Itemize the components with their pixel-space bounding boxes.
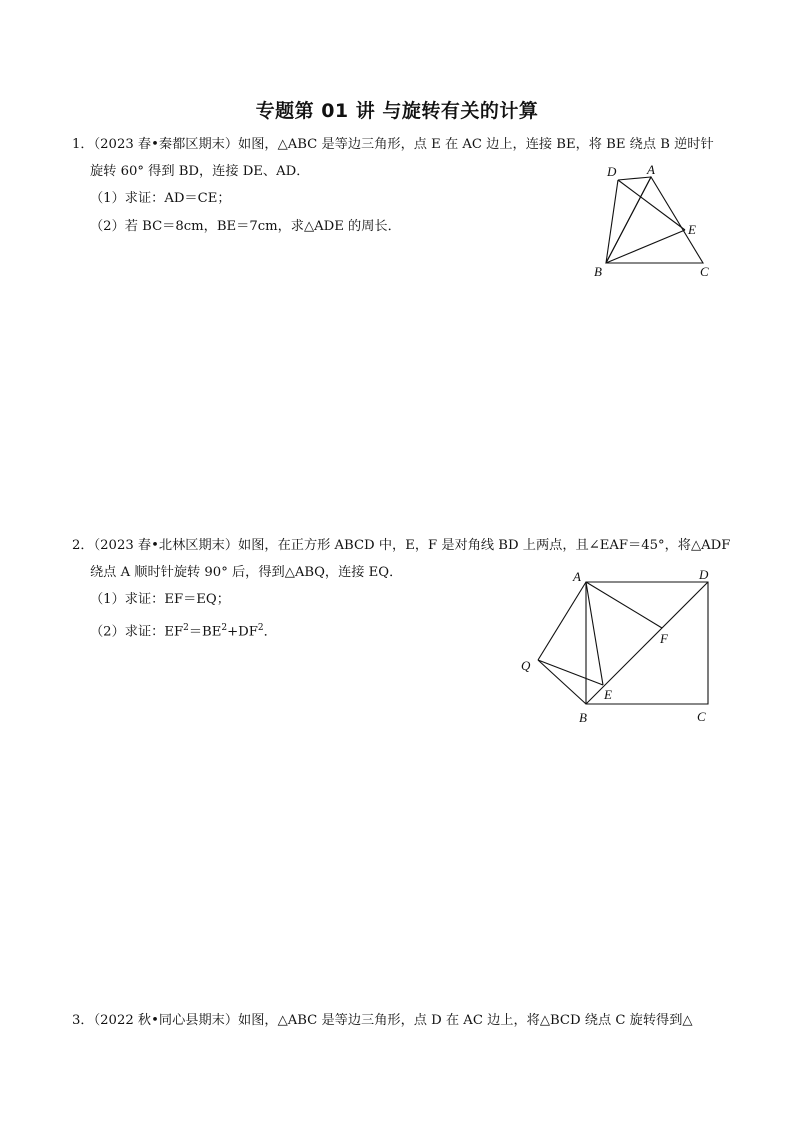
label-a: A [573, 569, 581, 584]
problem-1-part-2: （2）若 BC＝8cm，BE＝7cm，求△ADE 的周长． [90, 219, 401, 234]
label-d: D [699, 567, 709, 582]
problem-2-part-2: （2）求证：$EF^2=BE^2+DF^2$． [90, 623, 277, 640]
problem-1-figure [588, 160, 718, 285]
label-e: E [604, 687, 612, 702]
label-e: E [688, 222, 696, 237]
label-b: B [579, 710, 587, 725]
segment-de [618, 180, 685, 230]
problem-1-line-1: 1．（2023 春•秦都区期末）如图，△ABC 是等边三角形，点 E 在 AC 边上，连接 BE，将 BE 绕点 B 逆时针 [72, 137, 714, 152]
label-d: D [607, 164, 617, 179]
problem-2-part-1: （1）求证：EF＝EQ； [90, 592, 230, 607]
label-a: A [647, 162, 655, 177]
problem-1-line-2: 旋转 60° 得到 BD，连接 DE、AD． [90, 164, 310, 179]
problem-3-line-1: 3．（2022 秋•同心县期末）如图，△ABC 是等边三角形，点 D 在 AC 边上，将△BCD 绕点 C 旋转得到△ [72, 1013, 693, 1028]
problem-2-line-2: 绕点 A 顺时针旋转 90° 后，得到△ABQ，连接 EQ． [90, 565, 403, 580]
label-q: Q [521, 658, 531, 673]
problem-1-part-1: （1）求证：AD＝CE； [90, 191, 231, 206]
segment-qe [538, 660, 603, 685]
label-f: F [660, 631, 668, 646]
segment-aq [538, 582, 586, 660]
triangle-abc [606, 177, 703, 263]
page-title: 专题第 01 讲 与旋转有关的计算 [255, 100, 539, 122]
segment-qb [538, 660, 586, 704]
segment-af [586, 582, 662, 628]
diagonal-bd [586, 582, 708, 704]
segment-ae [586, 582, 603, 685]
label-b: B [594, 264, 602, 279]
label-c: C [697, 709, 706, 724]
problem-2-figure [512, 562, 722, 730]
segment-da [618, 177, 651, 180]
problem-2-line-1: 2．（2023 春•北林区期末）如图，在正方形 ABCD 中，E，F 是对角线 BD 上两点，且∠EAF＝45°，将△ADF [72, 538, 731, 553]
label-c: C [700, 264, 709, 279]
segment-be [606, 230, 685, 263]
